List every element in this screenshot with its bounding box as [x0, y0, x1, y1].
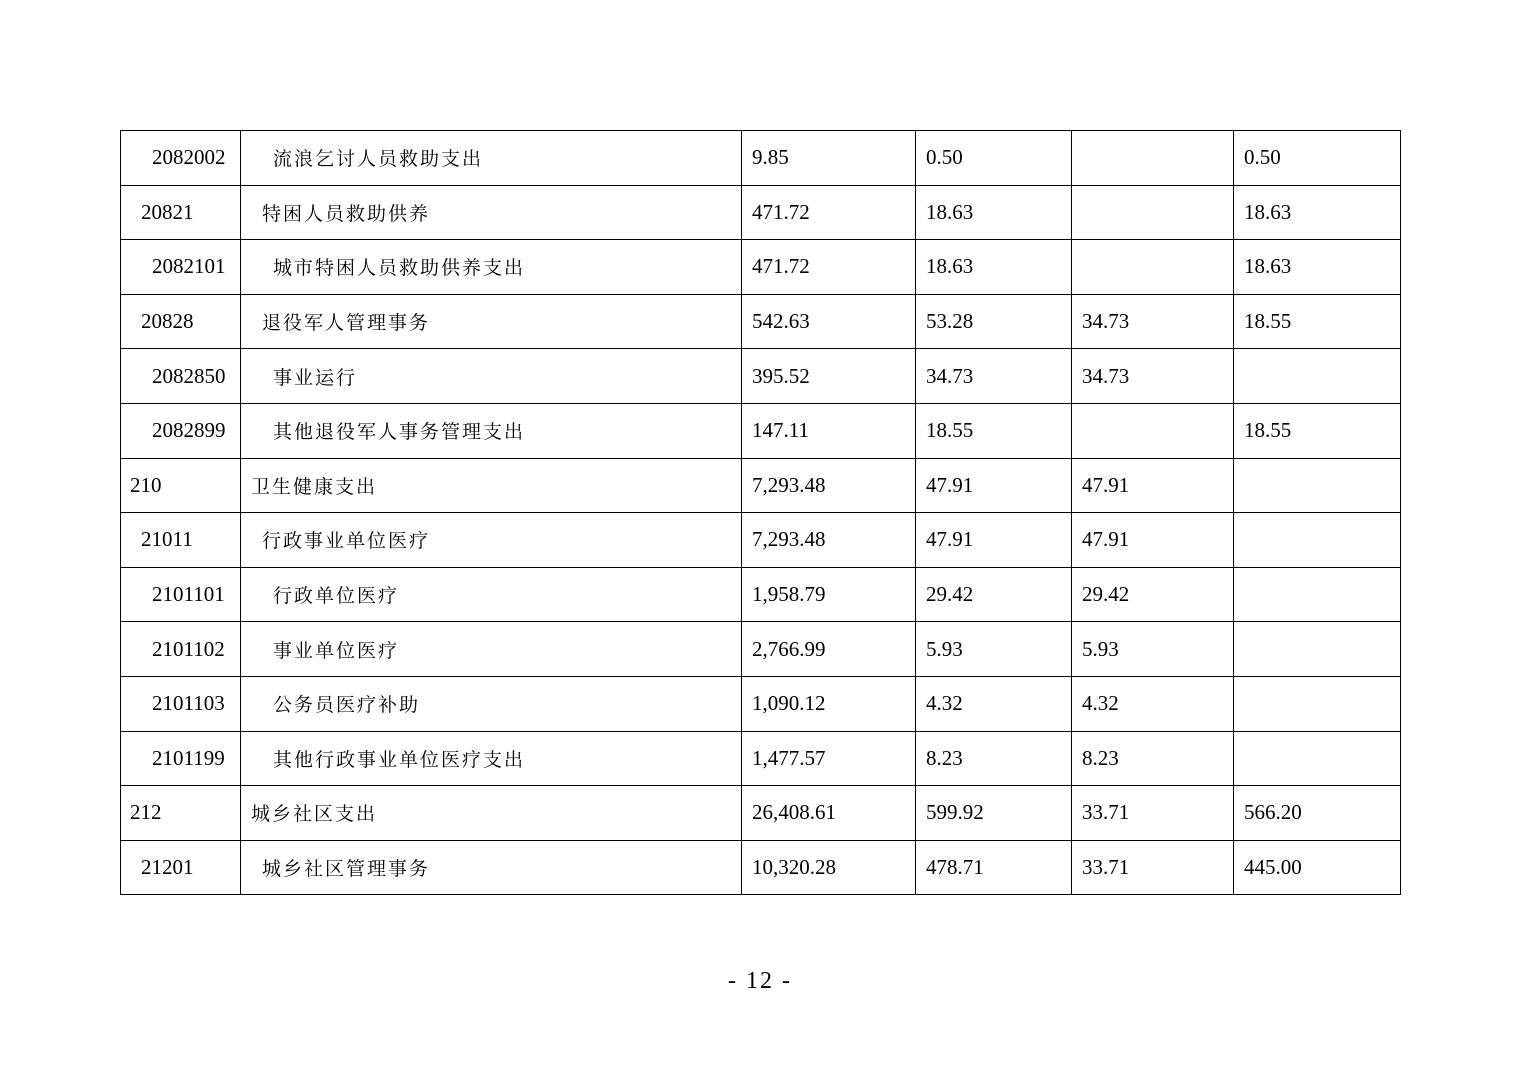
total-cell: 147.11 — [742, 403, 916, 458]
subject-name-cell: 行政事业单位医疗 — [241, 513, 742, 568]
project-expenditure-cell — [1234, 676, 1401, 731]
subtotal-cell: 5.93 — [916, 622, 1072, 677]
subject-code-cell: 21011 — [121, 513, 241, 568]
subject-name-cell: 公务员医疗补助 — [241, 676, 742, 731]
subtotal-cell: 34.73 — [916, 349, 1072, 404]
project-expenditure-cell — [1234, 349, 1401, 404]
budget-expenditure-table — [120, 130, 1401, 895]
subtotal-cell: 478.71 — [916, 840, 1072, 895]
table-row — [121, 567, 1401, 622]
project-expenditure-cell: 445.00 — [1234, 840, 1401, 895]
basic-expenditure-cell — [1072, 185, 1234, 240]
subtotal-cell: 18.63 — [916, 185, 1072, 240]
subject-name-cell: 其他行政事业单位医疗支出 — [241, 731, 742, 786]
basic-expenditure-cell: 8.23 — [1072, 731, 1234, 786]
total-cell: 395.52 — [742, 349, 916, 404]
table-row — [121, 676, 1401, 731]
subject-name-cell: 城乡社区管理事务 — [241, 840, 742, 895]
subject-code-cell: 2082101 — [121, 240, 241, 295]
subject-name-cell: 流浪乞讨人员救助支出 — [241, 131, 742, 186]
basic-expenditure-cell — [1072, 240, 1234, 295]
project-expenditure-cell: 566.20 — [1234, 786, 1401, 841]
subtotal-cell: 47.91 — [916, 458, 1072, 513]
basic-expenditure-cell: 29.42 — [1072, 567, 1234, 622]
table-row — [121, 294, 1401, 349]
table-row — [121, 731, 1401, 786]
subject-code-cell: 20828 — [121, 294, 241, 349]
project-expenditure-cell: 18.55 — [1234, 403, 1401, 458]
subject-name-cell: 行政单位医疗 — [241, 567, 742, 622]
project-expenditure-cell: 18.55 — [1234, 294, 1401, 349]
table-row — [121, 786, 1401, 841]
project-expenditure-cell — [1234, 622, 1401, 677]
total-cell: 9.85 — [742, 131, 916, 186]
subject-name-cell: 退役军人管理事务 — [241, 294, 742, 349]
subject-code-cell: 210 — [121, 458, 241, 513]
subtotal-cell: 599.92 — [916, 786, 1072, 841]
table-body — [121, 131, 1401, 895]
subject-code-cell: 2101103 — [121, 676, 241, 731]
project-expenditure-cell — [1234, 731, 1401, 786]
table-row — [121, 840, 1401, 895]
total-cell: 471.72 — [742, 185, 916, 240]
total-cell: 1,090.12 — [742, 676, 916, 731]
table-row — [121, 131, 1401, 186]
subtotal-cell: 0.50 — [916, 131, 1072, 186]
basic-expenditure-cell: 33.71 — [1072, 786, 1234, 841]
total-cell: 10,320.28 — [742, 840, 916, 895]
basic-expenditure-cell: 4.32 — [1072, 676, 1234, 731]
subject-code-cell: 2082899 — [121, 403, 241, 458]
total-cell: 471.72 — [742, 240, 916, 295]
total-cell: 542.63 — [742, 294, 916, 349]
project-expenditure-cell — [1234, 567, 1401, 622]
basic-expenditure-cell — [1072, 131, 1234, 186]
subject-name-cell: 其他退役军人事务管理支出 — [241, 403, 742, 458]
project-expenditure-cell — [1234, 458, 1401, 513]
basic-expenditure-cell: 34.73 — [1072, 349, 1234, 404]
subject-code-cell: 20821 — [121, 185, 241, 240]
project-expenditure-cell: 18.63 — [1234, 240, 1401, 295]
total-cell: 7,293.48 — [742, 458, 916, 513]
subtotal-cell: 47.91 — [916, 513, 1072, 568]
subject-code-cell: 21201 — [121, 840, 241, 895]
subject-name-cell: 卫生健康支出 — [241, 458, 742, 513]
table-row — [121, 349, 1401, 404]
subject-name-cell: 城市特困人员救助供养支出 — [241, 240, 742, 295]
subject-code-cell: 2101101 — [121, 567, 241, 622]
subject-code-cell: 2082002 — [121, 131, 241, 186]
project-expenditure-cell: 0.50 — [1234, 131, 1401, 186]
subject-code-cell: 2101102 — [121, 622, 241, 677]
basic-expenditure-cell — [1072, 403, 1234, 458]
subtotal-cell: 4.32 — [916, 676, 1072, 731]
basic-expenditure-cell: 5.93 — [1072, 622, 1234, 677]
total-cell: 26,408.61 — [742, 786, 916, 841]
page-number: - 12 - — [728, 968, 792, 994]
table-row — [121, 513, 1401, 568]
subtotal-cell: 18.55 — [916, 403, 1072, 458]
total-cell: 1,958.79 — [742, 567, 916, 622]
subtotal-cell: 8.23 — [916, 731, 1072, 786]
subtotal-cell: 18.63 — [916, 240, 1072, 295]
table-row — [121, 458, 1401, 513]
total-cell: 1,477.57 — [742, 731, 916, 786]
table-row — [121, 240, 1401, 295]
basic-expenditure-cell: 47.91 — [1072, 458, 1234, 513]
subject-code-cell: 2082850 — [121, 349, 241, 404]
basic-expenditure-cell: 47.91 — [1072, 513, 1234, 568]
subject-code-cell: 212 — [121, 786, 241, 841]
table-row — [121, 622, 1401, 677]
subject-name-cell: 城乡社区支出 — [241, 786, 742, 841]
total-cell: 2,766.99 — [742, 622, 916, 677]
table-row — [121, 403, 1401, 458]
basic-expenditure-cell: 33.71 — [1072, 840, 1234, 895]
subject-name-cell: 特困人员救助供养 — [241, 185, 742, 240]
subtotal-cell: 29.42 — [916, 567, 1072, 622]
subject-code-cell: 2101199 — [121, 731, 241, 786]
basic-expenditure-cell: 34.73 — [1072, 294, 1234, 349]
project-expenditure-cell — [1234, 513, 1401, 568]
table-row — [121, 185, 1401, 240]
subject-name-cell: 事业运行 — [241, 349, 742, 404]
total-cell: 7,293.48 — [742, 513, 916, 568]
subtotal-cell: 53.28 — [916, 294, 1072, 349]
project-expenditure-cell: 18.63 — [1234, 185, 1401, 240]
subject-name-cell: 事业单位医疗 — [241, 622, 742, 677]
